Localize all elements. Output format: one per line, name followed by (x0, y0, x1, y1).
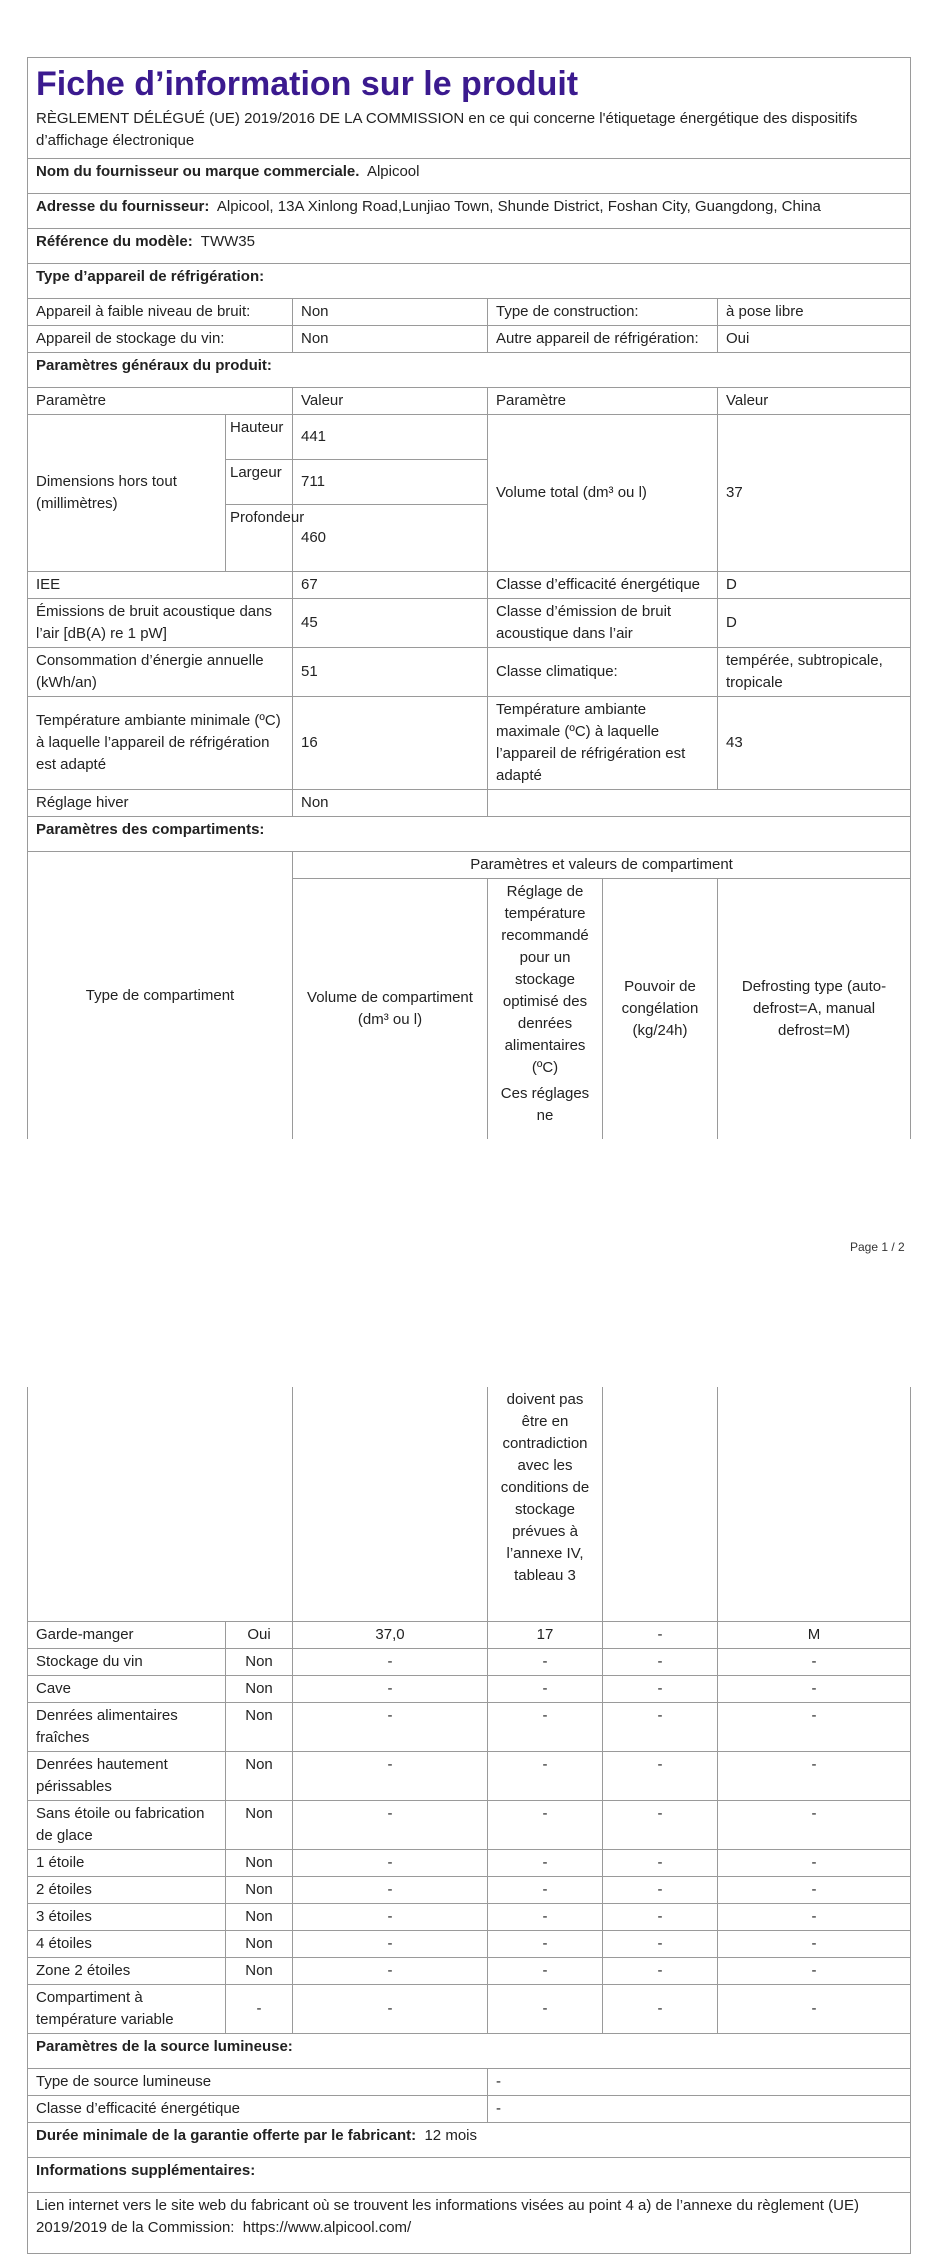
compartment-rows (28, 1622, 911, 2034)
compartment-freeze: - (603, 1703, 718, 1752)
compartment-defrost: - (718, 1850, 911, 1877)
temp-header (488, 879, 603, 1140)
iee-label: IEE (28, 572, 293, 599)
compartment-freeze: - (603, 1931, 718, 1958)
volume-header-cont (293, 1387, 488, 1622)
compartment-defrost: - (718, 1801, 911, 1850)
efficiency-class-value: D (718, 572, 911, 599)
model-value: TWW35 (200, 233, 255, 250)
compartment-temp: - (488, 1985, 603, 2034)
compartment-defrost: M (718, 1622, 911, 1649)
compartment-row (28, 1931, 911, 1958)
general-params-heading: Paramètres généraux du produit: (28, 353, 911, 388)
compartment-row (28, 1904, 911, 1931)
compartment-present: Non (226, 1649, 293, 1676)
min-temp-label: Température ambiante minimale (ºC) à laquelle l’appareil de réfrigération est adapté (28, 697, 293, 790)
light-class-value: - (488, 2096, 911, 2123)
compartment-defrost: - (718, 1703, 911, 1752)
compartment-type: 2 étoiles (28, 1877, 226, 1904)
temp-header-cont: doivent pas être en contradiction avec les conditions de stockage prévues à l’annexe IV, tableau 3 (488, 1387, 603, 1622)
climate-class-value: tempérée, subtropicale, tropicale (718, 648, 911, 697)
compartment-freeze: - (603, 1752, 718, 1801)
noise-class-value: D (718, 599, 911, 648)
appliance-type-heading: Type d’appareil de réfrigération: (28, 264, 911, 299)
iee-value: 67 (293, 572, 488, 599)
manufacturer-link[interactable]: https://www.alpicool.com/ (242, 2219, 412, 2236)
volume-label: Volume total (dm³ ou l) (488, 415, 718, 572)
compartment-table (27, 1387, 911, 2254)
depth-value: 460 (293, 505, 488, 572)
compartment-volume: - (293, 1676, 488, 1703)
compartment-type: Garde-manger (28, 1622, 226, 1649)
compartment-freeze: - (603, 1877, 718, 1904)
noise-value: 45 (293, 599, 488, 648)
compartment-type: Denrées alimentaires fraîches (28, 1703, 226, 1752)
compartment-type: Zone 2 étoiles (28, 1958, 226, 1985)
compartment-temp: 17 (488, 1622, 603, 1649)
compartment-volume: - (293, 1703, 488, 1752)
supplier-name-row (28, 159, 911, 194)
compartment-present: Non (226, 1752, 293, 1801)
compartment-defrost: - (718, 1958, 911, 1985)
compartment-row (28, 1801, 911, 1850)
defrost-header: Defrosting type (auto-defrost=A, manual defrost=M) (718, 879, 911, 1140)
compartment-temp: - (488, 1877, 603, 1904)
supplier-address-label: Adresse du fournisseur: (36, 198, 210, 215)
volume-header: Volume de compartiment (dm³ ou l) (293, 879, 488, 1140)
compartment-temp: - (488, 1703, 603, 1752)
compartment-present: Oui (226, 1622, 293, 1649)
compartment-temp: - (488, 1649, 603, 1676)
low-noise-label: Appareil à faible niveau de bruit: (28, 299, 293, 326)
energy-value: 51 (293, 648, 488, 697)
compartment-temp: - (488, 1958, 603, 1985)
compartment-row (28, 1703, 911, 1752)
compartment-defrost: - (718, 1752, 911, 1801)
compartment-group-header: Paramètres et valeurs de compartiment (293, 852, 911, 879)
col-header-param-2: Paramètre (488, 388, 718, 415)
compartment-volume: - (293, 1904, 488, 1931)
compartment-freeze: - (603, 1850, 718, 1877)
compartment-present: Non (226, 1801, 293, 1850)
header-cell (28, 58, 911, 159)
wine-appliance-label: Appareil de stockage du vin: (28, 326, 293, 353)
compartment-type: 4 étoiles (28, 1931, 226, 1958)
noise-class-label: Classe d’émission de bruit acoustique dans l’air (488, 599, 718, 648)
compartment-freeze: - (603, 1622, 718, 1649)
compartment-type: Cave (28, 1676, 226, 1703)
compartment-defrost: - (718, 1931, 911, 1958)
page-1 (27, 57, 910, 1139)
compartment-volume: - (293, 1752, 488, 1801)
compartment-volume: - (293, 1850, 488, 1877)
width-value: 711 (293, 460, 488, 505)
compartment-present: Non (226, 1931, 293, 1958)
max-temp-label: Température ambiante maximale (ºC) à laquelle l’appareil de réfrigération est adapté (488, 697, 718, 790)
dimensions-label: Dimensions hors tout (millimètres) (28, 415, 226, 572)
temp-header-text: Réglage de température recommandé pour un stockage optimisé des denrées alimentaires (ºC) (501, 883, 589, 1076)
compartment-volume: 37,0 (293, 1622, 488, 1649)
volume-value: 37 (718, 415, 911, 572)
noise-label: Émissions de bruit acoustique dans l’air [dB(A) re 1 pW] (28, 599, 293, 648)
compartment-present: Non (226, 1850, 293, 1877)
height-value: 441 (293, 415, 488, 460)
compartment-freeze: - (603, 1958, 718, 1985)
col-header-value: Valeur (293, 388, 488, 415)
compartment-row (28, 1752, 911, 1801)
supplier-address-value: Alpicool, 13A Xinlong Road,Lunjiao Town, Shunde District, Foshan City, Guangdong, China (216, 198, 821, 215)
compartment-type: 3 étoiles (28, 1904, 226, 1931)
compartment-type: Compartiment à température variable (28, 1985, 226, 2034)
compartment-defrost: - (718, 1904, 911, 1931)
freeze-header: Pouvoir de congélation (kg/24h) (603, 879, 718, 1140)
compartment-defrost: - (718, 1649, 911, 1676)
compartment-row (28, 1850, 911, 1877)
compartment-temp: - (488, 1904, 603, 1931)
model-row (28, 229, 911, 264)
freeze-header-cont (603, 1387, 718, 1622)
compartment-temp: - (488, 1752, 603, 1801)
compartment-temp: - (488, 1801, 603, 1850)
depth-label: Profondeur (226, 505, 293, 572)
warranty-row (28, 2123, 911, 2158)
compartment-row (28, 1958, 911, 1985)
compartment-volume: - (293, 1649, 488, 1676)
compartment-volume: - (293, 1801, 488, 1850)
compartment-temp: - (488, 1931, 603, 1958)
compartment-row (28, 1676, 911, 1703)
page-2 (27, 1387, 910, 2254)
construction-value: à pose libre (718, 299, 911, 326)
compartment-defrost: - (718, 1676, 911, 1703)
regulation-text: RÈGLEMENT DÉLÉGUÉ (UE) 2019/2016 DE LA COMMISSION en ce qui concerne l'étiquetage énergétique des dispositifs d’affichage électronique (36, 110, 858, 149)
col-header-value-2: Valeur (718, 388, 911, 415)
defrost-header-cont (718, 1387, 911, 1622)
page-title: Fiche d’information sur le produit (36, 65, 579, 103)
model-label: Référence du modèle: (36, 233, 193, 250)
empty-cell (488, 790, 911, 817)
compartment-type-header: Type de compartiment (28, 852, 293, 1140)
max-temp-value: 43 (718, 697, 911, 790)
compartment-defrost: - (718, 1985, 911, 2034)
compartment-present: Non (226, 1703, 293, 1752)
compartment-type: Stockage du vin (28, 1649, 226, 1676)
page-number: Page 1 / 2 (850, 1240, 905, 1254)
warranty-label: Durée minimale de la garantie offerte par le fabricant: (36, 2127, 417, 2144)
supplier-address-row (28, 194, 911, 229)
light-type-label: Type de source lumineuse (28, 2069, 488, 2096)
compartment-present: Non (226, 1676, 293, 1703)
compartment-freeze: - (603, 1904, 718, 1931)
energy-label: Consommation d’énergie annuelle (kWh/an) (28, 648, 293, 697)
compartment-present: Non (226, 1904, 293, 1931)
extra-info-heading: Informations supplémentaires: (28, 2158, 911, 2193)
compartments-heading: Paramètres des compartiments: (28, 817, 911, 852)
compartment-defrost: - (718, 1877, 911, 1904)
width-label: Largeur (226, 460, 293, 505)
light-source-heading: Paramètres de la source lumineuse: (28, 2034, 911, 2069)
climate-class-label: Classe climatique: (488, 648, 718, 697)
compartment-temp: - (488, 1676, 603, 1703)
col-header-param: Paramètre (28, 388, 293, 415)
compartment-present: Non (226, 1877, 293, 1904)
light-type-value: - (488, 2069, 911, 2096)
warranty-value: 12 mois (424, 2127, 477, 2144)
compartment-present: - (226, 1985, 293, 2034)
compartment-freeze: - (603, 1985, 718, 2034)
other-appliance-label: Autre appareil de réfrigération: (488, 326, 718, 353)
winter-setting-value: Non (293, 790, 488, 817)
product-info-table (27, 57, 911, 1139)
compartment-type: Denrées hautement périssables (28, 1752, 226, 1801)
compartment-row (28, 1985, 911, 2034)
height-label: Hauteur (226, 415, 293, 460)
wine-appliance-value: Non (293, 326, 488, 353)
compartment-freeze: - (603, 1801, 718, 1850)
low-noise-value: Non (293, 299, 488, 326)
compartment-row (28, 1877, 911, 1904)
compartment-type: 1 étoile (28, 1850, 226, 1877)
extra-info-text: Lien internet vers le site web du fabricant où se trouvent les informations visées au point 4 a) de l’annexe du règlement (UE) 2019/2019 de la Commission: (36, 2197, 859, 2236)
efficiency-class-label: Classe d’efficacité énergétique (488, 572, 718, 599)
compartment-type-header-cont (28, 1387, 293, 1622)
other-appliance-value: Oui (718, 326, 911, 353)
supplier-name-label: Nom du fournisseur ou marque commerciale. (36, 163, 360, 180)
compartment-row (28, 1622, 911, 1649)
light-class-label: Classe d’efficacité énergétique (28, 2096, 488, 2123)
temp-header-text-cont: Ces réglages ne (500, 1085, 590, 1124)
compartment-freeze: - (603, 1649, 718, 1676)
compartment-volume: - (293, 1985, 488, 2034)
compartment-volume: - (293, 1958, 488, 1985)
supplier-name-value: Alpicool (366, 163, 420, 180)
winter-setting-label: Réglage hiver (28, 790, 293, 817)
compartment-type: Sans étoile ou fabrication de glace (28, 1801, 226, 1850)
compartment-temp: - (488, 1850, 603, 1877)
compartment-volume: - (293, 1931, 488, 1958)
compartment-freeze: - (603, 1676, 718, 1703)
compartment-row (28, 1649, 911, 1676)
extra-info-row (28, 2193, 911, 2254)
compartment-present: Non (226, 1958, 293, 1985)
min-temp-value: 16 (293, 697, 488, 790)
construction-label: Type de construction: (488, 299, 718, 326)
compartment-volume: - (293, 1877, 488, 1904)
